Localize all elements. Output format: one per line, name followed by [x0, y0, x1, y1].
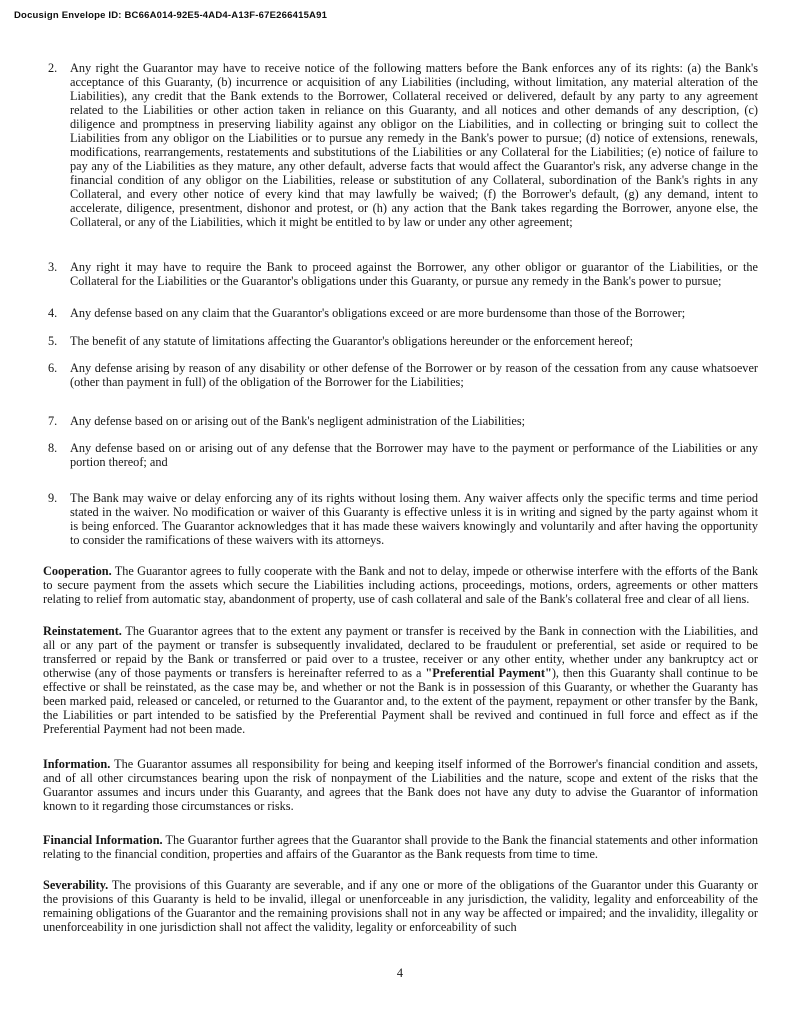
section-severability	[43, 878, 758, 934]
list-item-8	[48, 441, 758, 469]
list-item-number: 9.	[48, 491, 58, 505]
docusign-envelope-id: Docusign Envelope ID: BC66A014-92E5-4AD4-A13F-67E266415A91	[14, 10, 328, 21]
list-item-text: Any defense based on or arising out of the Bank's negligent administration of the Liabilities;	[70, 414, 526, 428]
section-body: The Guarantor assumes all responsibility for being and keeping itself informed of the Borrower's financial condition and assets, and of all other circumstances bearing upon the risk of nonpayment of the Liabilities and the nature, scope and extent of the risks that the Guarantor assumes and incurs under this Guaranty, and agrees that the Bank does not have any duty to advise the Guarantor of information known to it regarding those circumstances or risks.	[43, 757, 758, 813]
list-item-text: Any defense based on or arising out of any defense that the Borrower may have to the payment or performance of the Liabilities or any portion thereof; and	[70, 441, 758, 469]
list-item-number: 7.	[48, 414, 58, 428]
list-item-text: Any defense arising by reason of any disability or other defense of the Borrower or by reason of the cessation from any cause whatsoever (other than payment in full) of the obligation of the Borrower for the Liabilities;	[70, 361, 758, 389]
section-heading: Information.	[43, 757, 111, 771]
list-item-text: The Bank may waive or delay enforcing any of its rights without losing them. Any waiver affects only the specific terms and time period stated in the waiver. No modification or waiver of this Guaranty is effective unless it is in writing and signed by the party against whom it is being enforced. The Guarantor acknowledges that it has made these waivers knowingly and voluntarily and after having the opportunity to consider the ramifications of these waivers with its attorneys.	[70, 491, 758, 547]
list-item-2	[48, 61, 758, 229]
list-item-text: Any right it may have to require the Bank to proceed against the Borrower, any other obligor or guarantor of the Liabilities, or the Collateral for the Liabilities or the Guarantor's obligations under this Guaranty, or pursue any remedy in the Bank's power to pursue;	[70, 260, 758, 288]
section-heading: Reinstatement.	[43, 624, 122, 638]
list-item-number: 5.	[48, 334, 58, 348]
list-item-4	[48, 306, 758, 320]
list-item-9	[48, 491, 758, 547]
section-information	[43, 757, 758, 813]
list-item-6	[48, 361, 758, 389]
section-heading: Financial Information.	[43, 833, 163, 847]
list-item-7	[48, 414, 758, 428]
list-item-number: 3.	[48, 260, 58, 274]
page-number: 4	[396, 966, 404, 980]
list-item-text: The benefit of any statute of limitations affecting the Guarantor's obligations hereunder or the enforcement hereof;	[70, 334, 634, 348]
section-financial-information	[43, 833, 758, 861]
section-heading: Cooperation.	[43, 564, 112, 578]
list-item-number: 4.	[48, 306, 58, 320]
list-item-3	[48, 260, 758, 288]
list-item-text: Any right the Guarantor may have to receive notice of the following matters before the Bank enforces any of its rights: (a) the Bank's acceptance of this Guaranty, (b) incurrence or acquisition of any Liabilities (including, without limitation, any material alteration of the Liabilities), any credit that the Bank extends to the Borrower, Collateral received or delivered, default by any party to any agreement related to the Liabilities or other action taken in reliance on this Guaranty, and all notices and other demands of any description, (c) diligence and promptness in preserving liability against any obligor on the Liabilities, and in collecting or bringing suit to collect the Liabilities from any obligor on the Liabilities or to pursue any remedy in the Bank's power to pursue; (d) notice of extensions, renewals, modifications, rearrangements, restatements and substitutions of the Liabilities or any Collateral for the Liabilities; (e) notice of failure to pay any of the Liabilities as they mature, any other default, adverse facts that would affect the Guarantor's risk, any adverse change in the financial condition of any obligor on the Liabilities, release or substitution of any Collateral, subordination of the Bank's rights in any Collateral, and every other notice of every kind that may lawfully be waived; (f) the Borrower's default, (g) any demand, intent to accelerate, diligence, presentment, dishonor and protest, or (h) any action that the Bank takes regarding the Borrower, anyone else, the Collateral, or any of the Liabilities, which it might be entitled to by law or under any other agreement;	[70, 61, 758, 229]
section-body-pre: The Guarantor agrees that to the extent any payment or transfer is received by the Bank in connection with the Liabilities, and all or any part of the payment or transfer is subsequently invalidated, declared to be fraudulent or preferential, set aside or required to be transferred or repaid by the Bank or transferred or paid over to a trustee, receiver or any other entity, whether under any bankruptcy act or otherwise (any of those payments or transfers is hereinafter referred to as a	[43, 624, 758, 680]
section-heading: Severability.	[43, 878, 109, 892]
section-reinstatement	[43, 624, 758, 736]
list-item-number: 6.	[48, 361, 58, 375]
list-item-number: 8.	[48, 441, 58, 455]
document-body	[43, 61, 758, 934]
section-body: The provisions of this Guaranty are severable, and if any one or more of the obligations of the Guarantor under this Guaranty or the provisions of this Guaranty is held to be invalid, illegal or unenforceable in any jurisdiction, the validity, legality and enforceability of the remaining obligations of the Guarantor and the remaining provisions shall not in any way be affected or impaired; and the invalidity, illegality or unenforceability in one jurisdiction shall not affect the validity, legality or enforceability of such	[43, 878, 758, 934]
section-body-post: ), then this Guaranty shall continue to be effective or shall be reinstated, as the case may be, and whether or not the Bank is in possession of this Guaranty, or whether the Guaranty has been marked paid, released or canceled, or returned to the Guarantor and, to the extent of the payment, repayment or other transfer by the Bank, the Liabilities or part intended to be satisfied by the Preferential Payment shall be revived and continued in full force and effect as if the Preferential Payment had not been made.	[43, 666, 758, 736]
section-cooperation	[43, 564, 758, 606]
list-item-5	[48, 334, 758, 348]
preferential-payment-term: "Preferential Payment"	[425, 666, 552, 680]
section-body: The Guarantor agrees to fully cooperate with the Bank and not to delay, impede or otherwise interfere with the efforts of the Bank to secure payment from the assets which secure the Liabilities including actions, proceedings, motions, orders, agreements or other matters relating to relief from automatic stay, abandonment of property, use of cash collateral and sale of the Bank's collateral free and clear of all liens.	[43, 564, 758, 606]
list-item-text: Any defense based on any claim that the Guarantor's obligations exceed or are more burdensome than those of the Borrower;	[70, 306, 686, 320]
list-item-number: 2.	[48, 61, 58, 75]
section-body: The Guarantor further agrees that the Guarantor shall provide to the Bank the financial statements and other information relating to the financial condition, properties and affairs of the Guarantor as the Bank requests from time to time.	[43, 833, 758, 861]
